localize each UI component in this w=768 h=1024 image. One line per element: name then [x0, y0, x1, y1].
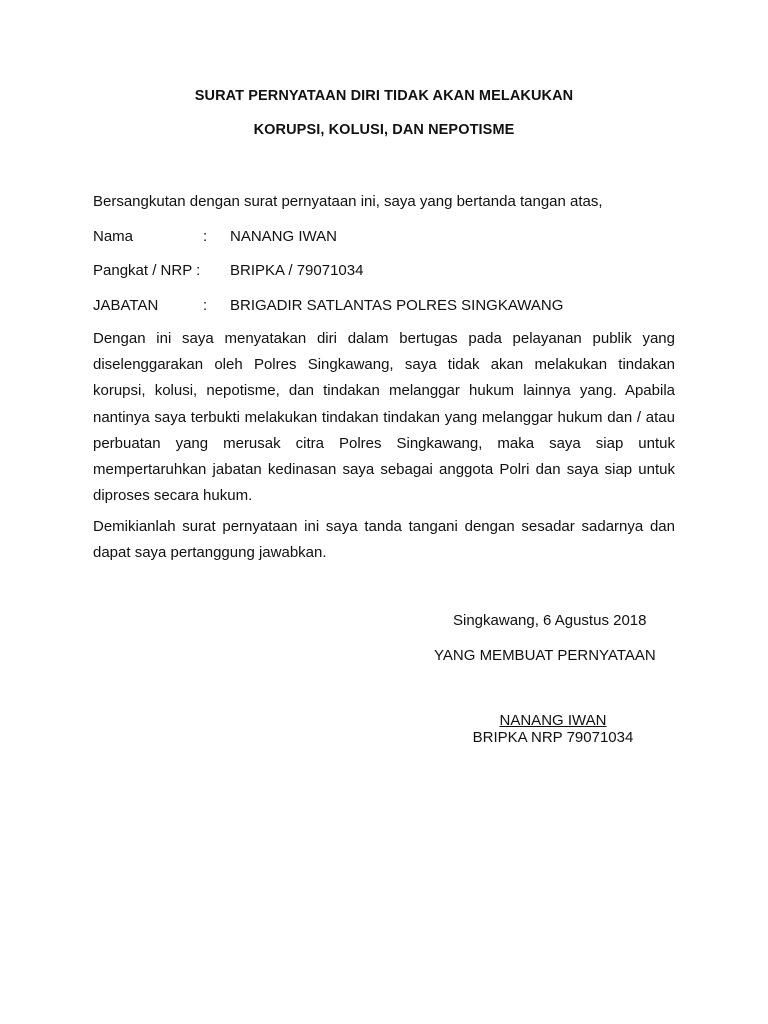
document-title-line2: KORUPSI, KOLUSI, DAN NEPOTISME	[253, 122, 515, 138]
closing-paragraph: Demikianlah surat pernyataan ini saya tanda tangani dengan sesadar sadarnya dan dapat saya pertanggung jawabkan.	[93, 518, 675, 562]
statement-paragraph: Dengan ini saya menyatakan diri dalam bertugas pada pelayanan publik yang diselenggarakan oleh Polres Singkawang, saya tidak akan melakukan tindakan korupsi, kolusi, nepotisme, dan tindakan melanggar hukum lainnya yang. Apabila nantinya saya terbukti melakukan tindakan tindakan yang melanggar hukum dan / atau perbuatan yang merusak citra Polres Singkawang, maka saya siap untuk mempertaruhkan jabatan kedinasan saya sebagai anggota Polri dan saya siap untuk diproses secara hukum.	[93, 330, 675, 505]
signature-role: YANG MEMBUAT PERNYATAAN	[434, 647, 656, 664]
field-value: BRIPKA / 79071034	[230, 262, 364, 279]
signature-place-date: Singkawang, 6 Agustus 2018	[453, 612, 647, 629]
field-separator: :	[203, 297, 208, 314]
field-value: NANANG IWAN	[230, 228, 337, 245]
document-title-line1: SURAT PERNYATAAN DIRI TIDAK AKAN MELAKUKAN	[194, 88, 574, 104]
field-value: BRIGADIR SATLANTAS POLRES SINGKAWANG	[230, 297, 564, 314]
field-separator: :	[203, 228, 208, 245]
signature-name: NANANG IWAN	[499, 712, 607, 729]
field-label: JABATAN	[93, 297, 159, 314]
signature-rank-nrp: BRIPKA NRP 79071034	[472, 729, 634, 746]
intro-text: Bersangkutan dengan surat pernyataan ini, saya yang bertanda tangan atas,	[93, 193, 603, 210]
field-label: Pangkat / NRP :	[93, 262, 201, 279]
field-label: Nama	[93, 228, 134, 245]
